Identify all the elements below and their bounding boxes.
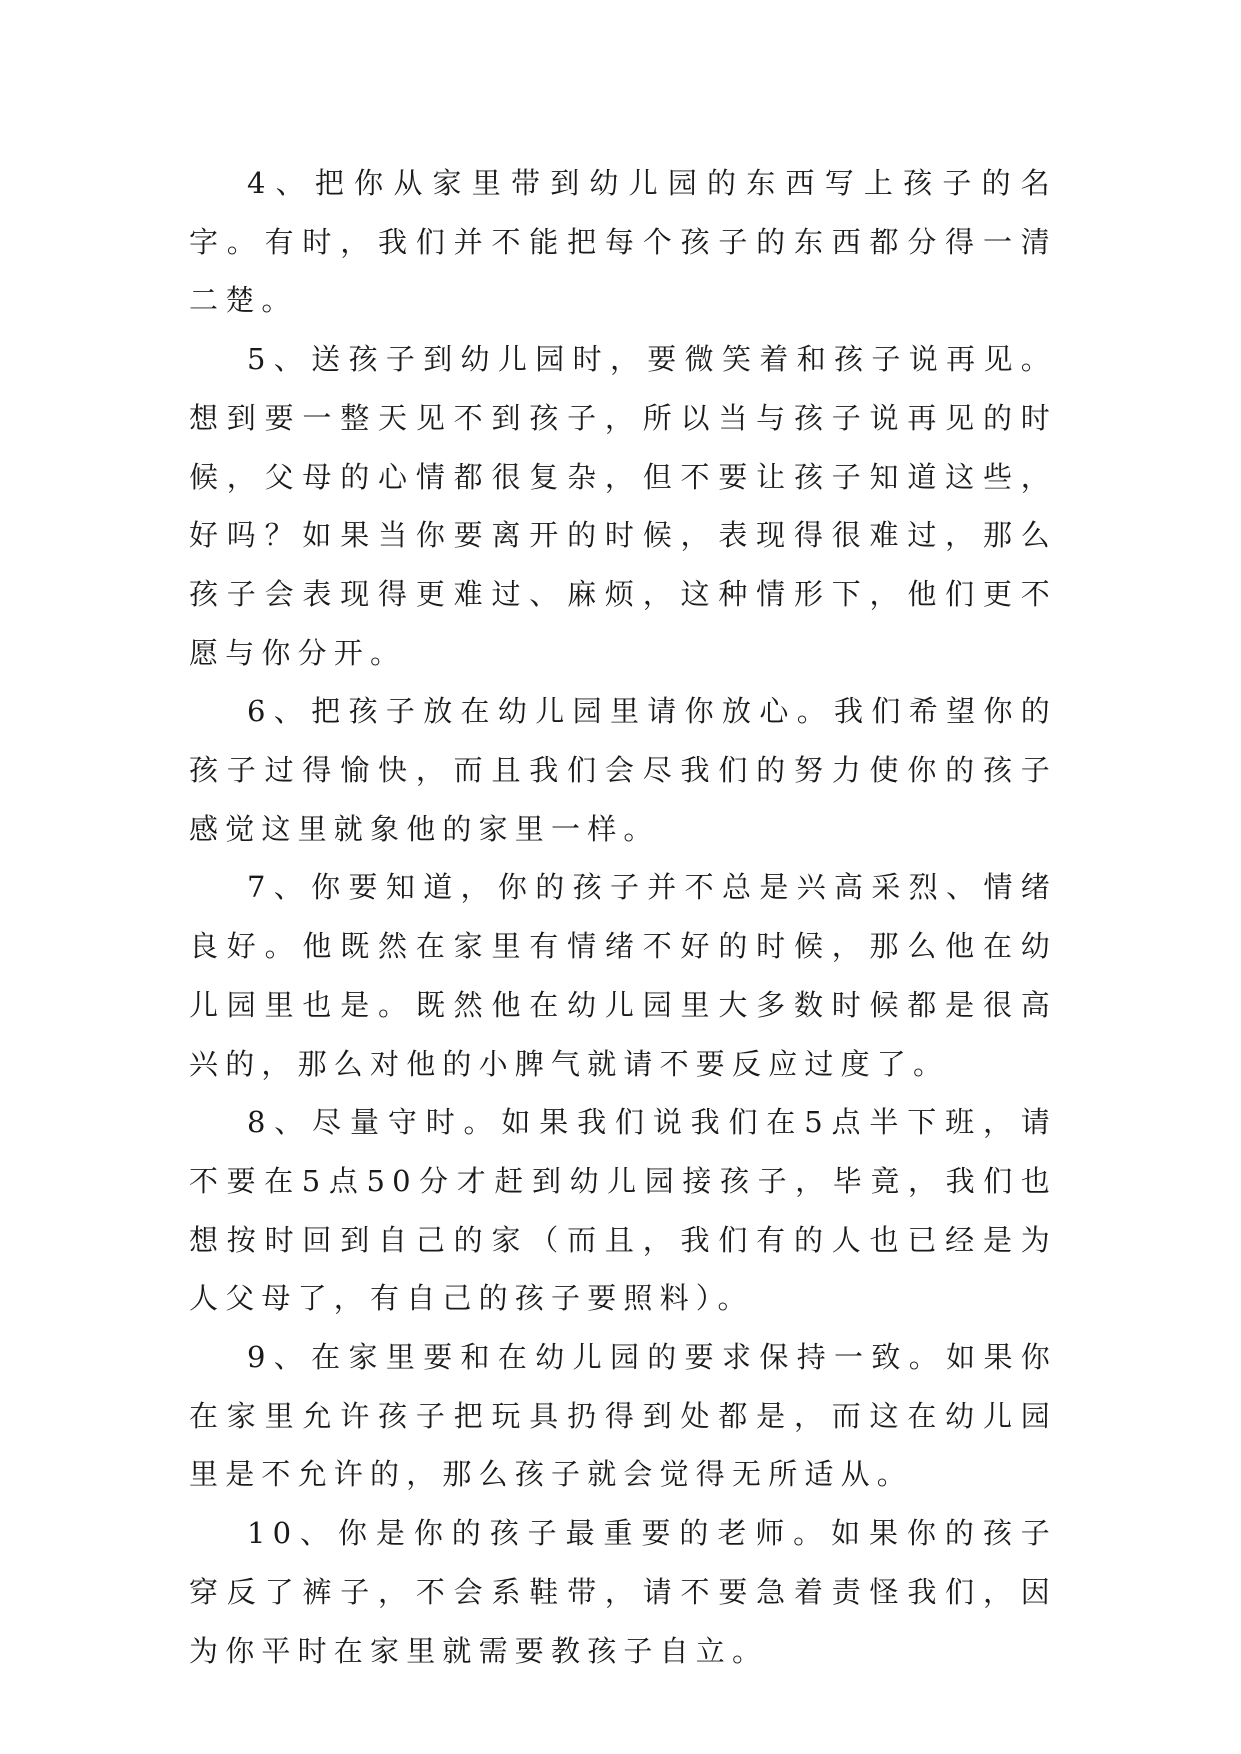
document-body: [189, 154, 1057, 1680]
paragraph-item-10: 10、你是你的孩子最重要的老师。如果你的孩子穿反了裤子，不会系鞋带，请不要急着责怪我们，因为你平时在家里就需要教孩子自立。: [189, 1516, 1057, 1668]
paragraph-item-8: 8、尽量守时。如果我们说我们在5点半下班，请不要在5点50分才赶到幼儿园接孩子，毕竟，我们也想按时回到自己的家（而且，我们有的人也已经是为人父母了，有自己的孩子要照料）。: [189, 1105, 1057, 1316]
paragraph-item-4: 4、把你从家里带到幼儿园的东西写上孩子的名字。有时，我们并不能把每个孩子的东西都分得一清二楚。: [189, 166, 1057, 318]
paragraph-item-9: 9、在家里要和在幼儿园的要求保持一致。如果你在家里允许孩子把玩具扔得到处都是，而这在幼儿园里是不允许的，那么孩子就会觉得无所适从。: [189, 1340, 1057, 1492]
paragraph-item-7: 7、你要知道，你的孩子并不总是兴高采烈、情绪良好。他既然在家里有情绪不好的时候，那么他在幼儿园里也是。既然他在幼儿园里大多数时候都是很高兴的，那么对他的小脾气就请不要反应过度了。: [189, 870, 1057, 1081]
paragraph-item-5: 5、送孩子到幼儿园时，要微笑着和孩子说再见。想到要一整天见不到孩子，所以当与孩子说再见的时候，父母的心情都很复杂，但不要让孩子知道这些，好吗？如果当你要离开的时候，表现得很难过，那么孩子会表现得更难过、麻烦，这种情形下，他们更不愿与你分开。: [189, 342, 1057, 670]
paragraph-item-6: 6、把孩子放在幼儿园里请你放心。我们希望你的孩子过得愉快，而且我们会尽我们的努力使你的孩子感觉这里就象他的家里一样。: [189, 694, 1057, 846]
